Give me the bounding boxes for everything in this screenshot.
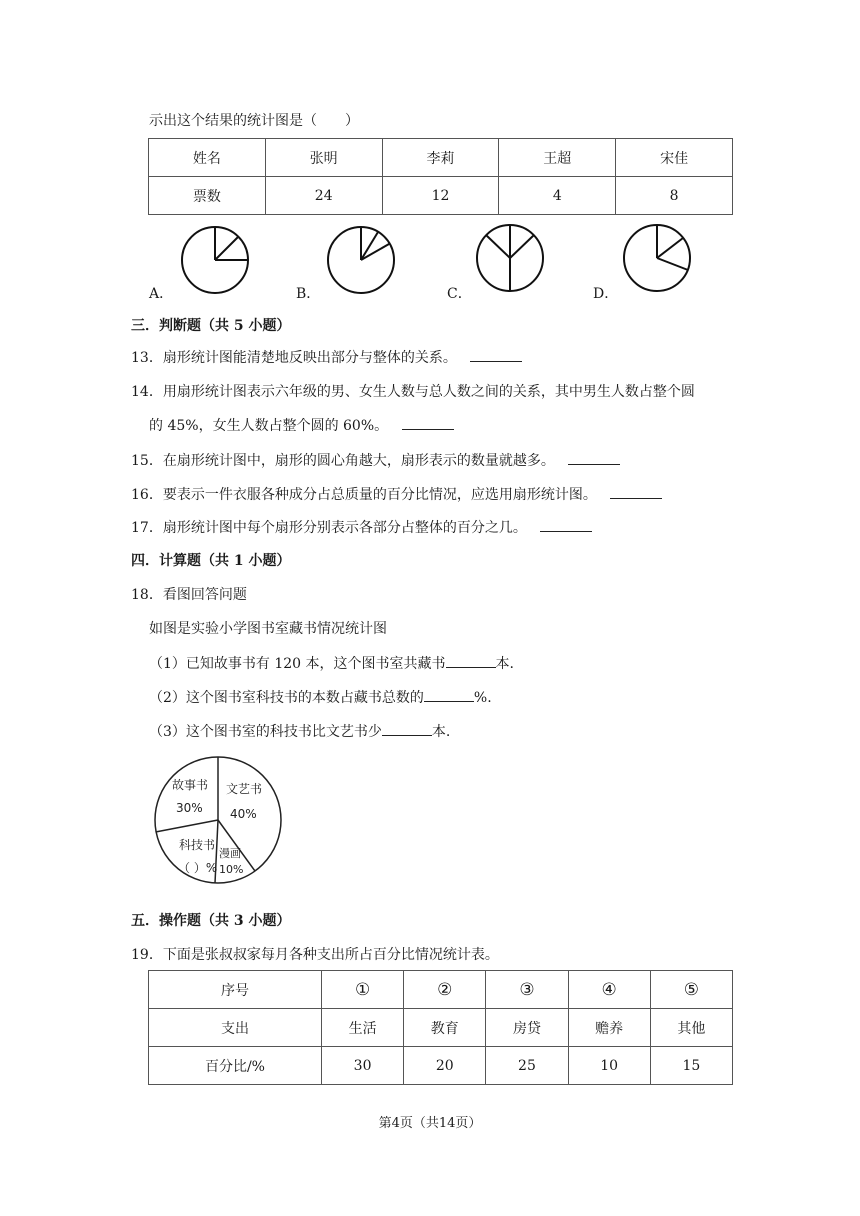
section-heading: 五．操作题（共 3 小题） <box>131 913 291 929</box>
question-number: 14． <box>131 384 163 400</box>
question-number: 17． <box>131 520 163 536</box>
table-header-cell: 张明 <box>265 139 382 177</box>
option-c-pie <box>474 222 546 294</box>
question-text: 本. <box>495 656 514 672</box>
question-18-sub1 <box>149 653 514 673</box>
table-cell: 15 <box>650 1047 732 1085</box>
table-cell: 10 <box>568 1047 650 1085</box>
judge-question-17 <box>131 517 592 537</box>
table-cell: 序号 <box>149 971 322 1009</box>
question-text: %. <box>473 690 492 706</box>
table-cell: ② <box>404 971 486 1009</box>
option-d-label: D． <box>593 286 619 302</box>
vote-table <box>148 138 733 215</box>
question-text: 示出这个结果的统计图是（ ） <box>149 113 359 129</box>
table-cell: ③ <box>486 971 568 1009</box>
judge-question-14 <box>131 381 695 401</box>
slice-value-science: （ ）% <box>178 861 218 875</box>
table-cell: 教育 <box>404 1009 486 1047</box>
judge-question-15 <box>131 450 620 470</box>
question-number: 19． <box>131 947 163 963</box>
table-cell: 24 <box>265 177 382 215</box>
table-cell: 4 <box>499 177 616 215</box>
question-text: 本. <box>431 724 451 740</box>
question-text: 扇形统计图中每个扇形分别表示各部分占整体的百分之几。 <box>162 520 527 536</box>
answer-blank[interactable] <box>470 347 522 362</box>
slice-value-story: 30% <box>176 801 203 815</box>
judge-question-16 <box>131 484 662 504</box>
slice-label-literature: 文艺书 <box>226 782 263 796</box>
slice-label-science: 科技书 <box>179 838 216 852</box>
answer-blank[interactable] <box>382 721 432 736</box>
table-cell: 20 <box>404 1047 486 1085</box>
table-header-cell: 宋佳 <box>616 139 733 177</box>
question-18-sub3 <box>149 721 450 741</box>
table-cell: 支出 <box>149 1009 322 1047</box>
table-cell: 30 <box>321 1047 403 1085</box>
answer-blank[interactable] <box>424 687 474 702</box>
question-text: （1）已知故事书有 120 本，这个图书室共藏书 <box>149 656 446 672</box>
question-text: 在扇形统计图中，扇形的圆心角越大，扇形表示的数量就越多。 <box>162 453 555 469</box>
question-text: 下面是张叔叔家每月各种支出所占百分比情况统计表。 <box>162 947 499 963</box>
slice-label-story: 故事书 <box>172 778 209 792</box>
question-text: 用扇形统计图表示六年级的男、女生人数与总人数之间的关系，其中男生人数占整个圆 <box>162 384 695 400</box>
question-number: 18． <box>131 587 163 603</box>
answer-blank[interactable] <box>540 517 592 532</box>
answer-blank[interactable] <box>446 653 496 668</box>
judge-question-13 <box>131 347 522 367</box>
question-text: 看图回答问题 <box>162 587 247 603</box>
table-cell: 25 <box>486 1047 568 1085</box>
question-number: 15． <box>131 453 163 469</box>
question-number: 16． <box>131 487 163 503</box>
question-19-text <box>131 944 499 964</box>
table-cell: 赡养 <box>568 1009 650 1047</box>
question-text: （2）这个图书室科技书的本数占藏书总数的 <box>149 690 424 706</box>
question-text: （3）这个图书室的科技书比文艺书少 <box>149 724 382 740</box>
option-d-pie <box>621 222 693 294</box>
table-cell: ⑤ <box>650 971 732 1009</box>
table-cell: 8 <box>616 177 733 215</box>
question-number: 13． <box>131 350 163 366</box>
table-cell: 其他 <box>650 1009 732 1047</box>
expense-table <box>148 970 733 1085</box>
page-footer: 第4页（共14页） <box>378 1116 482 1131</box>
table-cell: 12 <box>382 177 499 215</box>
table-cell: ① <box>321 971 403 1009</box>
question-18-title <box>131 584 247 604</box>
table-cell: ④ <box>568 971 650 1009</box>
library-pie-chart <box>152 752 284 888</box>
table-cell: 生活 <box>321 1009 403 1047</box>
option-b-pie <box>325 224 397 296</box>
question-18-intro: 如图是实验小学图书室藏书情况统计图 <box>149 621 387 637</box>
section-heading: 四．计算题（共 1 小题） <box>131 553 291 569</box>
option-c-label: C． <box>447 286 472 302</box>
table-header-cell: 王超 <box>499 139 616 177</box>
answer-blank[interactable] <box>402 415 454 430</box>
answer-blank[interactable] <box>610 484 662 499</box>
slice-label-comics: 漫画 <box>219 847 241 860</box>
question-text: 扇形统计图能清楚地反映出部分与整体的关系。 <box>162 350 457 366</box>
slice-value-literature: 40% <box>230 807 257 821</box>
answer-blank[interactable] <box>568 450 620 465</box>
slice-value-comics: 10% <box>219 863 244 876</box>
question-18-sub2 <box>149 687 492 707</box>
question-text: 要表示一件衣服各种成分占总质量的百分比情况，应选用扇形统计图。 <box>162 487 597 503</box>
table-cell: 票数 <box>149 177 266 215</box>
table-header-cell: 姓名 <box>149 139 266 177</box>
option-a-pie <box>179 224 251 296</box>
option-a-label: A． <box>149 286 174 302</box>
option-b-label: B． <box>296 286 321 302</box>
judge-question-14-cont <box>149 415 454 435</box>
table-cell: 房贷 <box>486 1009 568 1047</box>
section-heading: 三．判断题（共 5 小题） <box>131 318 291 334</box>
table-header-cell: 李莉 <box>382 139 499 177</box>
table-cell: 百分比/% <box>149 1047 322 1085</box>
question-text: 的 45%，女生人数占整个圆的 60%。 <box>149 418 389 434</box>
